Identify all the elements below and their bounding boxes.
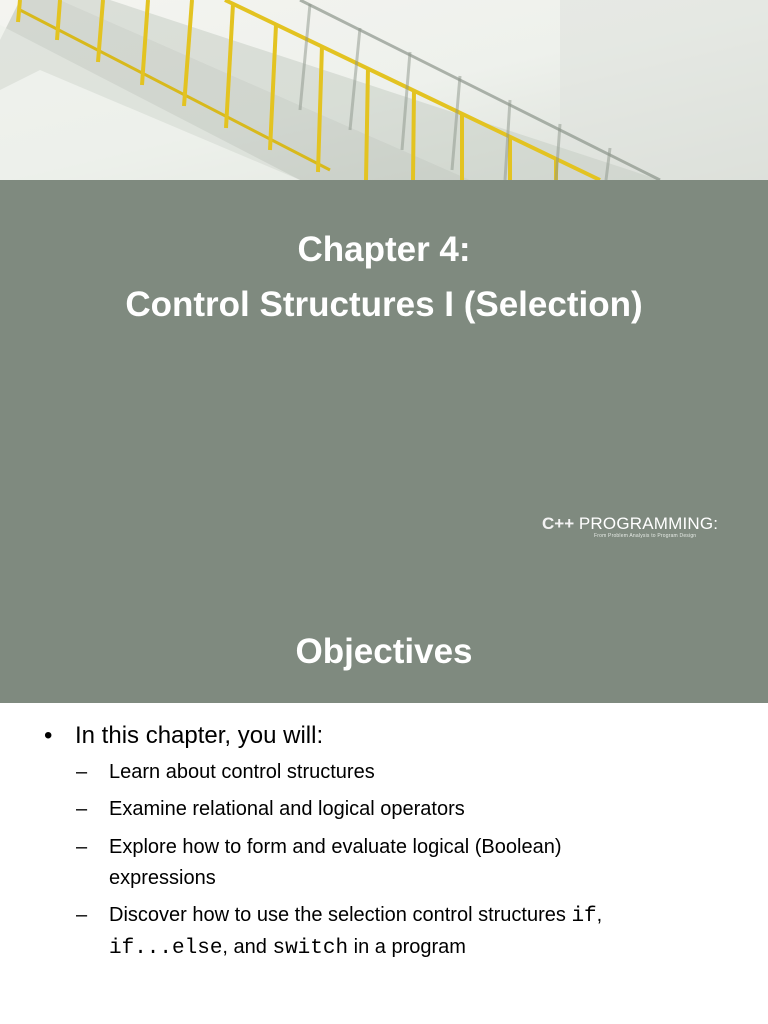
dash: – <box>76 904 88 926</box>
item-text-start: Discover how to use the selection control structures <box>109 904 572 926</box>
list-item <box>76 794 716 825</box>
main-bullet-text: In this chapter, you will: <box>75 722 324 749</box>
dash: – <box>76 798 88 820</box>
logo-programming: PROGRAMMING: <box>578 514 719 533</box>
objectives-title: Objectives <box>295 632 473 671</box>
list-item-text: Examine relational and logical operators <box>109 798 465 820</box>
list-item <box>76 757 716 788</box>
hero-stair-photo <box>0 0 768 180</box>
cpp-programming-logo <box>542 514 752 544</box>
item-text-end: in a program <box>348 936 466 958</box>
code-if: if <box>571 905 597 928</box>
list-item <box>76 832 716 894</box>
logo-subtitle: From Problem Analysis to Program Design <box>594 533 697 539</box>
list-item-text: Explore how to form and evaluate logical (Boolean) expressions <box>109 836 562 889</box>
dash: – <box>76 761 88 783</box>
list-item-text <box>109 900 719 964</box>
item-separator: , <box>596 904 603 926</box>
item-separator: , and <box>222 936 273 958</box>
stair-image <box>0 0 768 180</box>
code-if-else: if...else <box>109 937 223 960</box>
list-item <box>76 900 716 964</box>
main-bullet <box>44 719 323 753</box>
dash: – <box>76 836 88 858</box>
objectives-content <box>0 703 768 1024</box>
logo-wordmark <box>542 514 718 534</box>
list-item-text: Learn about control structures <box>109 761 375 783</box>
code-switch: switch <box>272 937 349 960</box>
logo-cpp: C++ <box>542 514 575 533</box>
chapter-title-line2: Control Structures I (Selection) <box>125 285 643 324</box>
chapter-title-line1: Chapter 4: <box>297 230 471 269</box>
chapter-title <box>0 222 768 332</box>
bullet-dot: • <box>44 722 53 749</box>
